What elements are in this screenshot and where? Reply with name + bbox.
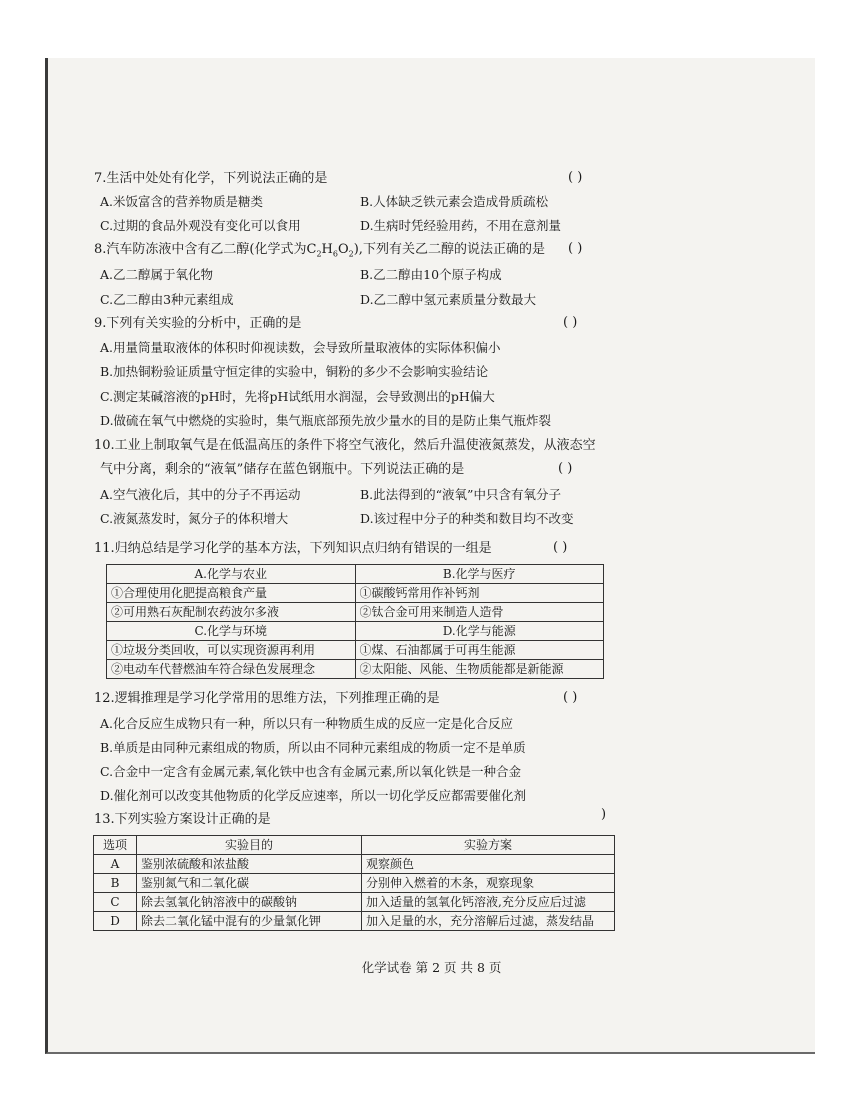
question-8-stem: 8.汽车防冻液中含有乙二醇(化学式为$C_2H_6O_2$),下列有关乙二醇的说法正确的是 bbox=[94, 242, 545, 259]
table-cell: ②电动车代替燃油车符合绿色发展理念 bbox=[107, 660, 356, 679]
question-12-stem: 12.逻辑推理是学习化学常用的思维方法，下列推理正确的是 bbox=[94, 691, 440, 706]
table-cell: D.化学与能源 bbox=[355, 622, 604, 641]
table-cell: D bbox=[94, 912, 137, 931]
question-13-answer-paren: ) bbox=[601, 807, 607, 822]
question-7-answer-paren: ( ) bbox=[568, 170, 583, 185]
question-9-option-a: A.用量筒量取液体的体积时仰视读数，会导致所量取液体的实际体积偏小 bbox=[100, 340, 501, 355]
table-row bbox=[94, 912, 615, 931]
page-footer: 化学试卷 第 2 页 共 8 页 bbox=[361, 960, 502, 975]
table-cell: 观察颜色 bbox=[362, 855, 615, 874]
table-cell: A.化学与农业 bbox=[107, 565, 356, 584]
question-12-answer-paren: ( ) bbox=[563, 690, 578, 705]
table-cell: 鉴别氮气和二氧化碳 bbox=[137, 874, 362, 893]
question-12-option-d: D.催化剂可以改变其他物质的化学反应速率，所以一切化学反应都需要催化剂 bbox=[100, 788, 527, 803]
question-7-option-a: A.米饭富含的营养物质是糖类 bbox=[100, 194, 264, 209]
question-9-stem: 9.下列有关实验的分析中，正确的是 bbox=[94, 316, 302, 331]
table-cell: ①煤、石油都属于可再生能源 bbox=[355, 641, 604, 660]
question-10-answer-paren: ( ) bbox=[558, 461, 573, 476]
question-7-option-b: B.人体缺乏铁元素会造成骨质疏松 bbox=[360, 194, 549, 209]
table-header-cell: 实验目的 bbox=[137, 836, 362, 855]
exam-page bbox=[45, 58, 815, 1054]
question-13-stem: 13.下列实验方案设计正确的是 bbox=[94, 812, 271, 827]
table-cell: 除去氢氧化钠溶液中的碳酸钠 bbox=[137, 893, 362, 912]
question-11-table bbox=[106, 564, 604, 679]
question-10-stem-line-1: 10.工业上制取氧气是在低温高压的条件下将空气液化，然后升温使液氮蒸发，从液态空 bbox=[94, 438, 596, 453]
table-cell: C.化学与环境 bbox=[107, 622, 356, 641]
table-cell: A bbox=[94, 855, 137, 874]
table-row bbox=[94, 855, 615, 874]
question-10-option-a: A.空气液化后，其中的分子不再运动 bbox=[100, 487, 301, 502]
question-11-stem: 11.归纳总结是学习化学的基本方法，下列知识点归纳有错误的一组是 bbox=[94, 541, 492, 556]
question-8-answer-paren: ( ) bbox=[568, 241, 583, 256]
table-cell: B.化学与医疗 bbox=[355, 565, 604, 584]
question-12-option-a: A.化合反应生成物只有一种，所以只有一种物质生成的反应一定是化合反应 bbox=[100, 716, 514, 731]
question-7-option-d: D.生病时凭经验用药，不用在意剂量 bbox=[360, 218, 562, 233]
question-9-answer-paren: ( ) bbox=[563, 315, 578, 330]
table-cell: ①碳酸钙常用作补钙剂 bbox=[355, 584, 604, 603]
question-12-option-b: B.单质是由同种元素组成的物质，所以由不同种元素组成的物质一定不是单质 bbox=[100, 740, 526, 755]
table-header-cell: 选项 bbox=[94, 836, 137, 855]
question-10-option-b: B.此法得到的“液氧”中只含有氧分子 bbox=[360, 487, 561, 502]
question-7-option-c: C.过期的食品外观没有变化可以食用 bbox=[100, 218, 301, 233]
question-10-stem-line-2: 气中分离，剩余的“液氧”储存在蓝色钢瓶中。下列说法正确的是 bbox=[100, 462, 465, 477]
table-cell: ②太阳能、风能、生物质能都是新能源 bbox=[355, 660, 604, 679]
question-8-option-b: B.乙二醇由10个原子构成 bbox=[360, 267, 502, 282]
table-cell: ②钛合金可用来制造人造骨 bbox=[355, 603, 604, 622]
question-11-answer-paren: ( ) bbox=[553, 540, 568, 555]
table-cell: 加入足量的水，充分溶解后过滤，蒸发结晶 bbox=[362, 912, 615, 931]
table-cell: 鉴别浓硫酸和浓盐酸 bbox=[137, 855, 362, 874]
question-10-option-d: D.该过程中分子的种类和数目均不改变 bbox=[360, 511, 574, 526]
table-cell: ①垃圾分类回收，可以实现资源再利用 bbox=[107, 641, 356, 660]
table-cell: 加入适量的氢氧化钙溶液,充分反应后过滤 bbox=[362, 893, 615, 912]
question-8-option-a: A.乙二醇属于氧化物 bbox=[100, 267, 214, 282]
table-header-cell: 实验方案 bbox=[362, 836, 615, 855]
table-row bbox=[94, 874, 615, 893]
table-row bbox=[94, 893, 615, 912]
table-cell: ②可用熟石灰配制农药波尔多液 bbox=[107, 603, 356, 622]
question-13-table bbox=[93, 835, 615, 931]
question-8-option-c: C.乙二醇由3种元素组成 bbox=[100, 292, 234, 307]
table-cell: C bbox=[94, 893, 137, 912]
question-9-option-d: D.做硫在氧气中燃烧的实验时，集气瓶底部预先放少量水的目的是防止集气瓶炸裂 bbox=[100, 413, 552, 428]
table-cell: 分别伸入燃着的木条，观察现象 bbox=[362, 874, 615, 893]
table-cell: ①合理使用化肥提高粮食产量 bbox=[107, 584, 356, 603]
question-9-option-c: C.测定某碱溶液的pH时，先将pH试纸用水润湿，会导致测出的pH偏大 bbox=[100, 389, 495, 404]
table-cell: B bbox=[94, 874, 137, 893]
table-cell: 除去二氧化锰中混有的少量氯化钾 bbox=[137, 912, 362, 931]
question-8-option-d: D.乙二醇中氢元素质量分数最大 bbox=[360, 292, 537, 307]
question-9-option-b: B.加热铜粉验证质量守恒定律的实验中，铜粉的多少不会影响实验结论 bbox=[100, 364, 489, 379]
question-7-stem: 7.生活中处处有化学，下列说法正确的是 bbox=[94, 171, 328, 186]
question-10-option-c: C.液氮蒸发时，氮分子的体积增大 bbox=[100, 511, 289, 526]
question-12-option-c: C.合金中一定含有金属元素,氧化铁中也含有金属元素,所以氧化铁是一种合金 bbox=[100, 764, 522, 779]
